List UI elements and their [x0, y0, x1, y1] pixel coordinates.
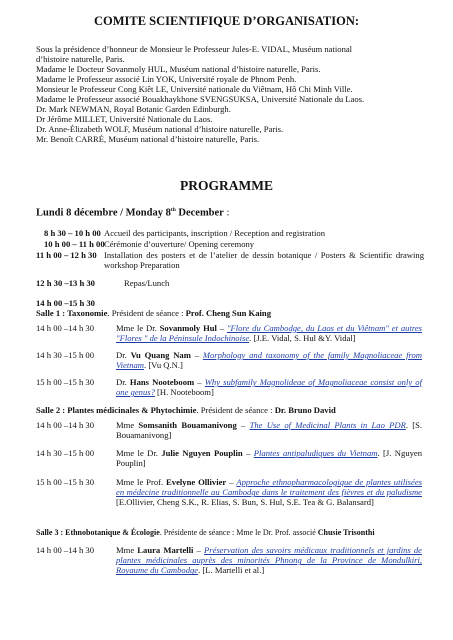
- talk-authors: [E.Ollivier, Cheng S.K., R. Elias, S. Bun, S. Hul, S.E. Tea & G. Balansard]: [116, 497, 374, 508]
- lunch-desc: Repas/Lunch: [124, 278, 170, 288]
- talk-sep: –: [190, 350, 203, 360]
- committee-line: Madame le Professeur associé Lin YOK, Université royale de Phnom Penh.: [36, 74, 297, 84]
- schedule-desc: Accueil des participants, inscription / Reception and registration: [104, 228, 325, 238]
- salle1-chair-prefix: . Président de séance :: [107, 308, 186, 318]
- talk-speaker-prefix: Mme le Dr.: [116, 448, 162, 458]
- schedule-time: 11 h 00 – 12 h 30: [36, 250, 97, 260]
- talk-sep: –: [236, 420, 250, 430]
- salle1-label: Salle 1 : Taxonomie: [36, 308, 108, 318]
- salle3-chair-prefix: . Présidente de séance : Mme le Dr. Prof. associé: [159, 528, 318, 537]
- talk-sep: –: [193, 545, 205, 555]
- talk-speaker-prefix: Mme: [116, 545, 138, 555]
- committee-line: Madame le Professeur associé Bouakhaykhone SVENGSUKSA, Université Nationale du Laos.: [36, 94, 365, 104]
- talk-time: 14 h 30 –15 h 00: [36, 448, 95, 458]
- talk-time: 14 h 00 –14 h 30: [36, 323, 95, 333]
- talk-authors: . [L. Martelli et al.]: [198, 565, 265, 576]
- talk-speaker: Sovanmoly Hul: [159, 323, 217, 333]
- talk-authors: . [J.E. Vidal, S. Hul &Y. Vidal]: [249, 333, 356, 344]
- committee-line: d’histoire naturelle, Paris.: [36, 54, 125, 64]
- talk-authors: . [S. Bouamanivong]: [116, 420, 423, 441]
- talk-speaker: Somsanith Bouamanivong: [138, 420, 237, 430]
- salle1-chair: Prof. Cheng Sun Kaing: [185, 308, 271, 318]
- day-heading: [36, 204, 229, 220]
- schedule-desc: Cérémonie d’ouverture/ Opening ceremony: [104, 239, 255, 249]
- day-heading-colon: :: [223, 207, 230, 219]
- programme-title: PROGRAMME: [180, 178, 273, 193]
- talk-desc: [116, 448, 422, 468]
- talk-desc: [116, 420, 422, 440]
- talk-time: 14 h 30 –15 h 00: [36, 350, 95, 360]
- talk-authors: . [J. Nguyen Pouplin]: [116, 448, 423, 469]
- committee-line: Dr Jérôme MILLET, Université Nationale du Laos.: [36, 114, 213, 124]
- talk-speaker-prefix: Dr.: [116, 377, 130, 387]
- day-heading-suffix: December: [175, 207, 224, 219]
- talk-time: 15 h 00 –15 h 30: [36, 377, 95, 387]
- talk-desc: [116, 477, 422, 508]
- salle2-label: Salle 2 : Plantes médicinales & Phytochimie: [36, 405, 197, 415]
- talk-title-link[interactable]: Préservation des savoirs médicaux traditionnels et jardins de plantes médicinales auprès des minorités Phnong de la Province de Mondulkiri, Royaume du Cambodge: [116, 545, 422, 576]
- committee-line: Dr. Mark NEWMAN, Royal Botanic Garden Edinburgh.: [36, 104, 231, 114]
- talk-time: 14 h 00 –14 h 30: [36, 420, 95, 430]
- committee-line: Madame le Docteur Sovanmoly HUL, Muséum national d’histoire naturelle, Paris.: [36, 64, 321, 74]
- talk-sep: –: [216, 323, 227, 333]
- talk-speaker: Vu Quang Nam: [130, 350, 191, 360]
- block-time: 14 h 00 –15 h 30: [36, 298, 95, 308]
- talk-sep: –: [242, 448, 254, 458]
- talk-title-link[interactable]: Morphology and taxonomy of the family Magnoliaceae from Vietnam: [116, 350, 423, 371]
- talk-authors: . [Vu Q.N.]: [144, 360, 183, 371]
- talk-sep: –: [226, 477, 237, 487]
- talk-title-link[interactable]: "Flore du Cambodge, du Laos et du Viêtnam" et autres "Flores " de la Péninsule Indochinoise: [116, 323, 423, 344]
- salle3-chair: Chusie Trisonthi: [317, 528, 375, 537]
- salle1-heading: [36, 308, 271, 318]
- lunch-time: 12 h 30 –13 h 30: [36, 278, 95, 288]
- talk-desc: [116, 350, 422, 370]
- talk-title-link[interactable]: Approche ethnopharmacologique de plantes utilisées en médecine traditionnelle au Cambodge dans le traitement des fièvres et du paludisme: [116, 477, 422, 498]
- talk-desc: [116, 377, 422, 397]
- salle3-heading: [36, 528, 375, 538]
- schedule-desc: Installation des posters et de l’atelier de dessin botanique / Posters & Scientific drawing workshop Preparation: [104, 250, 424, 271]
- talk-title-link[interactable]: The Use of Medicinal Plants in Lao PDR: [249, 420, 406, 430]
- talk-title-link[interactable]: Plantes antipaludiques du Vietnam: [253, 448, 378, 458]
- talk-authors: [H. Nooteboom]: [154, 387, 214, 398]
- schedule-time: 10 h 00 – 11 h 00: [44, 239, 105, 249]
- talk-speaker-prefix: Mme le Prof.: [116, 477, 167, 487]
- talk-speaker-prefix: Dr.: [116, 350, 131, 360]
- schedule-time: 8 h 30 – 10 h 00: [44, 228, 101, 238]
- committee-title: COMITE SCIENTIFIQUE D’ORGANISATION:: [93, 14, 360, 28]
- talk-desc: [116, 323, 422, 343]
- talk-speaker: Hans Nooteboom: [129, 377, 195, 387]
- salle2-heading: [36, 405, 336, 415]
- committee-line: Mr. Benoît CARRÉ, Muséum national d’histoire naturelle, Paris.: [36, 134, 260, 144]
- talk-desc: [116, 545, 422, 576]
- talk-speaker-prefix: Mme le Dr.: [116, 323, 160, 333]
- talk-speaker: Laura Martelli: [137, 545, 194, 555]
- committee-line: Sous la présidence d’honneur de Monsieur le Professeur Jules-E. VIDAL, Muséum national: [36, 44, 353, 54]
- talk-speaker-prefix: Mme: [116, 420, 139, 430]
- talk-time: 15 h 00 –15 h 30: [36, 477, 95, 487]
- salle2-chair-prefix: . Président de séance :: [196, 405, 275, 415]
- talk-sep: –: [194, 377, 205, 387]
- talk-speaker: Julie Nguyen Pouplin: [161, 448, 243, 458]
- talk-speaker: Evelyne Ollivier: [166, 477, 227, 487]
- talk-time: 14 h 00 –14 h 30: [36, 545, 95, 555]
- day-heading-text: Lundi 8 décembre / Monday 8: [36, 207, 171, 219]
- salle3-label: Salle 3 : Ethnobotanique & Écologie: [36, 528, 160, 537]
- day-heading-sup: th: [170, 207, 176, 213]
- committee-line: Dr. Anne-Élizabeth WOLF, Muséum national d’histoire naturelle, Paris.: [36, 124, 284, 134]
- salle2-chair: Dr. Bruno David: [274, 405, 336, 415]
- committee-line: Monsieur le Professeur Cong Kiêt LE, Université nationale du Viêtnam, Hô Chi Minh Ville.: [36, 84, 353, 94]
- talk-title-link[interactable]: Why subfamily Magnolideae of Magnoliaceae consist only of one genus?: [116, 377, 422, 398]
